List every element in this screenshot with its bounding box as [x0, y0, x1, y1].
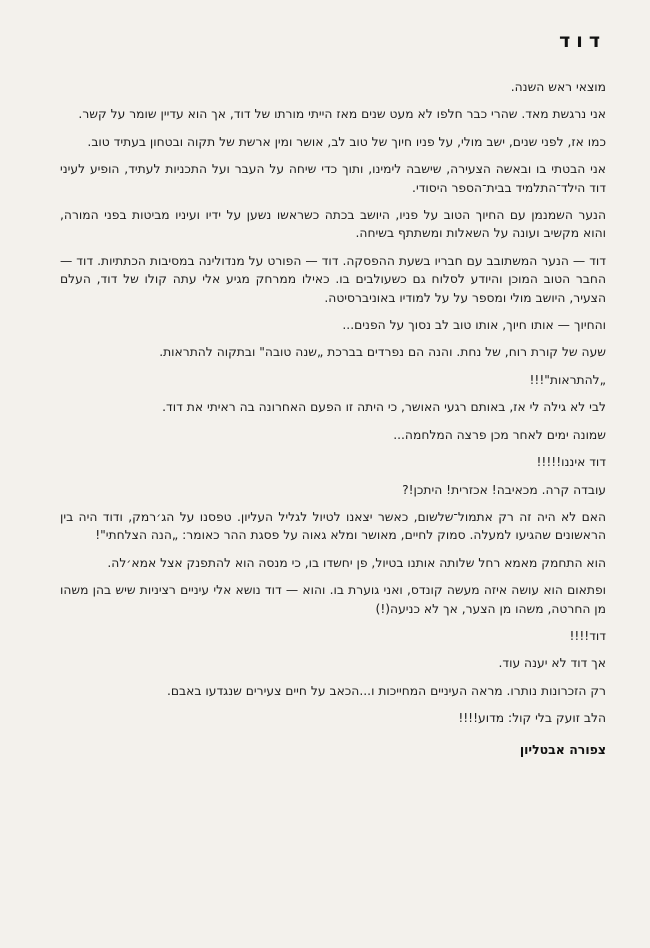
- paragraph: „להתראות"!!!: [529, 372, 606, 387]
- paragraph: עובדה קרה. מכאיבה! אכזרית! היתכן!?: [402, 482, 606, 497]
- paragraph: הנער השמנמן עם החיוך הטוב על פניו, היושב בכתה כשראשו נשען על ידיו ועיניו מביטות בפני המורה, והוא מקשיב ועונה על השאלות ומשתתף בשיחה.: [60, 208, 606, 241]
- paragraph: האם לא היה זה רק אתמול־שלשום, כאשר יצאנו לטיול לגליל העליון. טפסנו על הג׳רמק, ודוד היה בין הראשונים שהגיעו למעלה. סמוק לחיים, מאושר ומלא גאוה על פסגת ההר כאומר: „הנה הצלחתי"!: [60, 509, 606, 543]
- paragraph: הלב זועק בלי קול: מדוע!!!!: [458, 711, 606, 726]
- paragraph: דוד איננו!!!!!: [536, 455, 606, 470]
- paragraph: והחיוך — אותו חיוך, אותו טוב לב נסוך על הפנים...: [342, 318, 606, 333]
- paragraph: אך דוד לא יענה עוד.: [498, 656, 606, 671]
- author-signature: צפורה אבטליון: [519, 741, 606, 757]
- paragraph: רק הזכרונות נותרו. מראה העיניים המחייכות ו...הכאב על חיים צעירים שנגדעו באבם.: [166, 683, 606, 698]
- paragraph: אני הבטתי בו ובאשה הצעירה, שישבה לימינו, ותוך כדי שיחה על העבר ועל התכניות לעתיד, הופיע לעיני דוד הילד־התלמיד בבית־הספר היסודי.: [60, 162, 606, 195]
- paragraph: דוד — הנער המשתובב עם חבריו בשעת ההפסקה. דוד — הפורט על מנדולינה במסיבות הכתתיות. דוד — החבר הטוב המוכן והיודע לסלוח גם כשעולבים בו. כאילו ממרחק מגיע אלי עתה קולו של דוד, העלם הצעיר, היושב מולי ומספר על על למודיו באוניברסיטה.: [60, 253, 606, 305]
- paragraph: שעה של קורת רוח, של נחת. והנה הם נפרדים בברכת „שנה טובה" ובתקוה להתראות.: [159, 345, 606, 360]
- paragraph: שמונה ימים לאחר מכן פרצה המלחמה...: [393, 427, 606, 442]
- paragraph: מוצאי ראש השנה.: [510, 80, 606, 94]
- page-title: דוד: [559, 30, 606, 52]
- paragraph: כמו אז, לפני שנים, ישב מולי, על פניו חיוך של טוב לב, אושר ומין ארשת של תקוה ובטחון בעתיד טוב.: [87, 134, 606, 149]
- paragraph: ופתאום הוא עושה איזה מעשה קונדס, ואני גוערת בו. והוא — דוד נושא אלי עיניים רציניות שיש בהן משהו מן החרטה, משהו מן הצער, אך לא כניעה(!): [60, 583, 606, 616]
- paragraph: דוד!!!!: [569, 628, 606, 643]
- paragraph: הוא התחמק מאמא רחל שלותה אותנו בטיול, פן יחשדו בו, כי מנסה הוא להתפנק אצל אמא׳לה.: [107, 555, 606, 570]
- paragraph: לבי לא גילה לי אז, באותם רגעי האושר, כי היתה זו הפעם האחרונה בה ראיתי את דוד.: [162, 400, 606, 415]
- article-body: [60, 78, 606, 728]
- paragraph: אני נרגשת מאד. שהרי כבר חלפו לא מעט שנים מאז הייתי מורתו של דוד, אך הוא עדיין שומר על קשר.: [78, 107, 606, 122]
